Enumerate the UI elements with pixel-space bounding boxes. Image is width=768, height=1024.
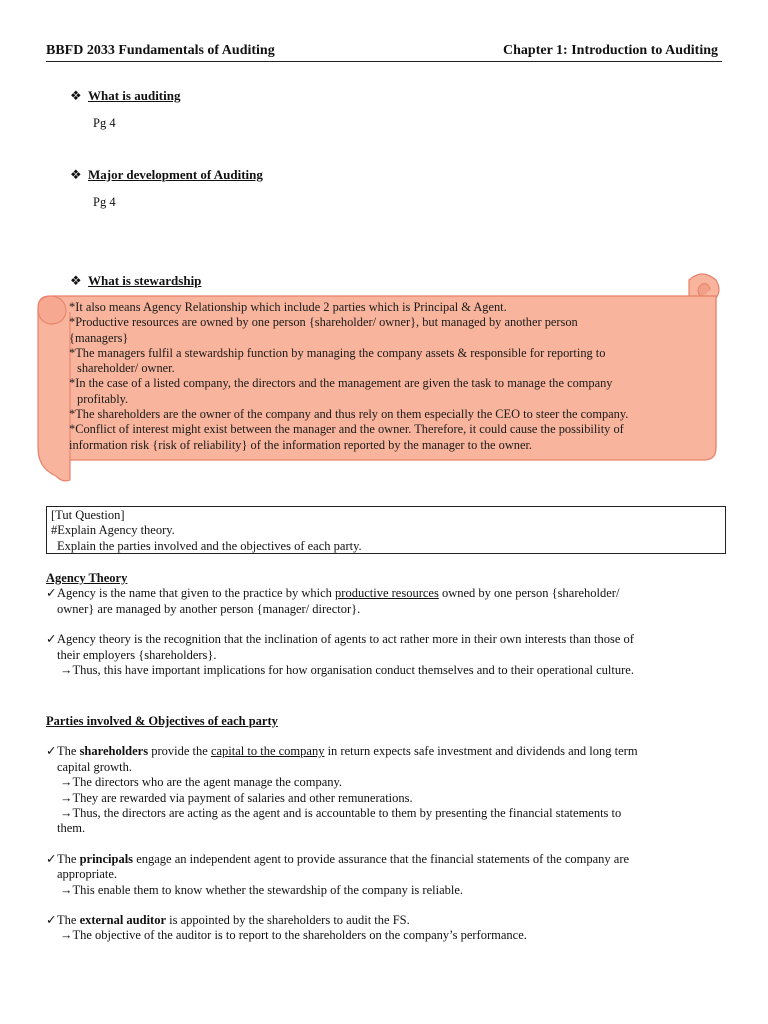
checkmark-icon: ✓ (46, 632, 57, 647)
scroll-line: *In the case of a listed company, the directors and the management are given the task to manage the company (69, 376, 613, 391)
tut-question: #Explain Agency theory. (51, 523, 175, 538)
checkmark-icon: ✓ (46, 913, 57, 928)
section-what-is-auditing (70, 88, 180, 105)
section-title: What is auditing (88, 88, 181, 103)
agency-point-2-arrow: →Thus, this have important implications for how organisation conduct themselves and to their operational culture. (60, 663, 634, 678)
diamond-bullet-icon: ❖ (70, 88, 82, 103)
scroll-line: *The managers fulfil a stewardship function by managing the company assets & responsible for reporting to (69, 345, 606, 360)
checkmark-icon: ✓ (46, 851, 57, 866)
tut-question-detail: Explain the parties involved and the objectives of each party. (57, 538, 362, 553)
header-course-title: BBFD 2033 Fundamentals of Auditing (46, 43, 275, 58)
tut-label: [Tut Question] (51, 508, 125, 522)
scroll-line: profitably. (77, 391, 129, 406)
scroll-line: *Conflict of interest might exist between the manager and the owner. Therefore, it could cause the possibility of (69, 422, 624, 437)
header-chapter-title: Chapter 1: Introduction to Auditing (503, 43, 718, 58)
party-line: appropriate. (57, 867, 118, 882)
agency-theory-section (46, 571, 736, 678)
scroll-line: information risk {risk of reliability} of the information reported by the manager to the owner. (69, 437, 532, 452)
scroll-line: *It also means Agency Relationship which include 2 parties which is Principal & Agent. (69, 300, 507, 314)
agency-point-2: ✓Agency theory is the recognition that the inclination of agents to act rather more in their own interests than those of (46, 632, 634, 647)
party-arrow-line: →This enable them to know whether the stewardship of the company is reliable. (60, 882, 464, 897)
header-rule (46, 61, 722, 62)
checkmark-icon: ✓ (46, 744, 57, 759)
scroll-line: *Productive resources are owned by one person {shareholder/ owner}, but managed by another person (69, 315, 578, 330)
parties-title: Parties involved & Objectives of each party (46, 714, 278, 728)
party-line: capital growth. (57, 759, 132, 774)
agency-theory-title: Agency Theory (46, 571, 128, 585)
scroll-line: *The shareholders are the owner of the company and thus rely on them especially the CEO to steer the company. (69, 407, 629, 422)
party-arrow-line: →They are rewarded via payment of salaries and other remunerations. (60, 790, 413, 805)
scroll-line: {managers} (69, 330, 129, 345)
agency-point-1-cont: owner} are managed by another person {manager/ director}. (57, 601, 361, 616)
section-title: What is stewardship (88, 273, 202, 288)
party-external-auditor: ✓The external auditor is appointed by the shareholders to audit the FS. (46, 913, 410, 928)
page-reference: Pg 4 (93, 195, 116, 209)
party-arrow-line: →Thus, the directors are acting as the agent and is accountable to them by presenting the financial statements to (60, 806, 622, 821)
party-arrow-line: →The directors who are the agent manage the company. (60, 775, 343, 790)
agency-point-1: ✓Agency is the name that given to the practice by which productive resources owned by one person {shareholder/ (46, 586, 620, 601)
diamond-bullet-icon: ❖ (70, 167, 82, 182)
party-principals: ✓The principals engage an independent agent to provide assurance that the financial statements of the company are (46, 851, 630, 866)
agency-point-2-cont: their employers {shareholders}. (57, 647, 217, 662)
tutorial-question-box (46, 506, 726, 554)
stewardship-scroll-content (69, 300, 719, 453)
page-reference: Pg 4 (93, 116, 116, 130)
checkmark-icon: ✓ (46, 586, 57, 601)
party-line: them. (57, 821, 86, 836)
party-arrow-line: →The objective of the auditor is to report to the shareholders on the company’s performance. (60, 928, 527, 943)
diamond-bullet-icon: ❖ (70, 273, 82, 288)
party-shareholders: ✓The shareholders provide the capital to the company in return expects safe investment and dividends and long term (46, 744, 638, 759)
section-major-development (70, 167, 263, 184)
section-title: Major development of Auditing (88, 167, 263, 182)
parties-section (46, 714, 736, 944)
scroll-line: shareholder/ owner. (77, 361, 175, 376)
